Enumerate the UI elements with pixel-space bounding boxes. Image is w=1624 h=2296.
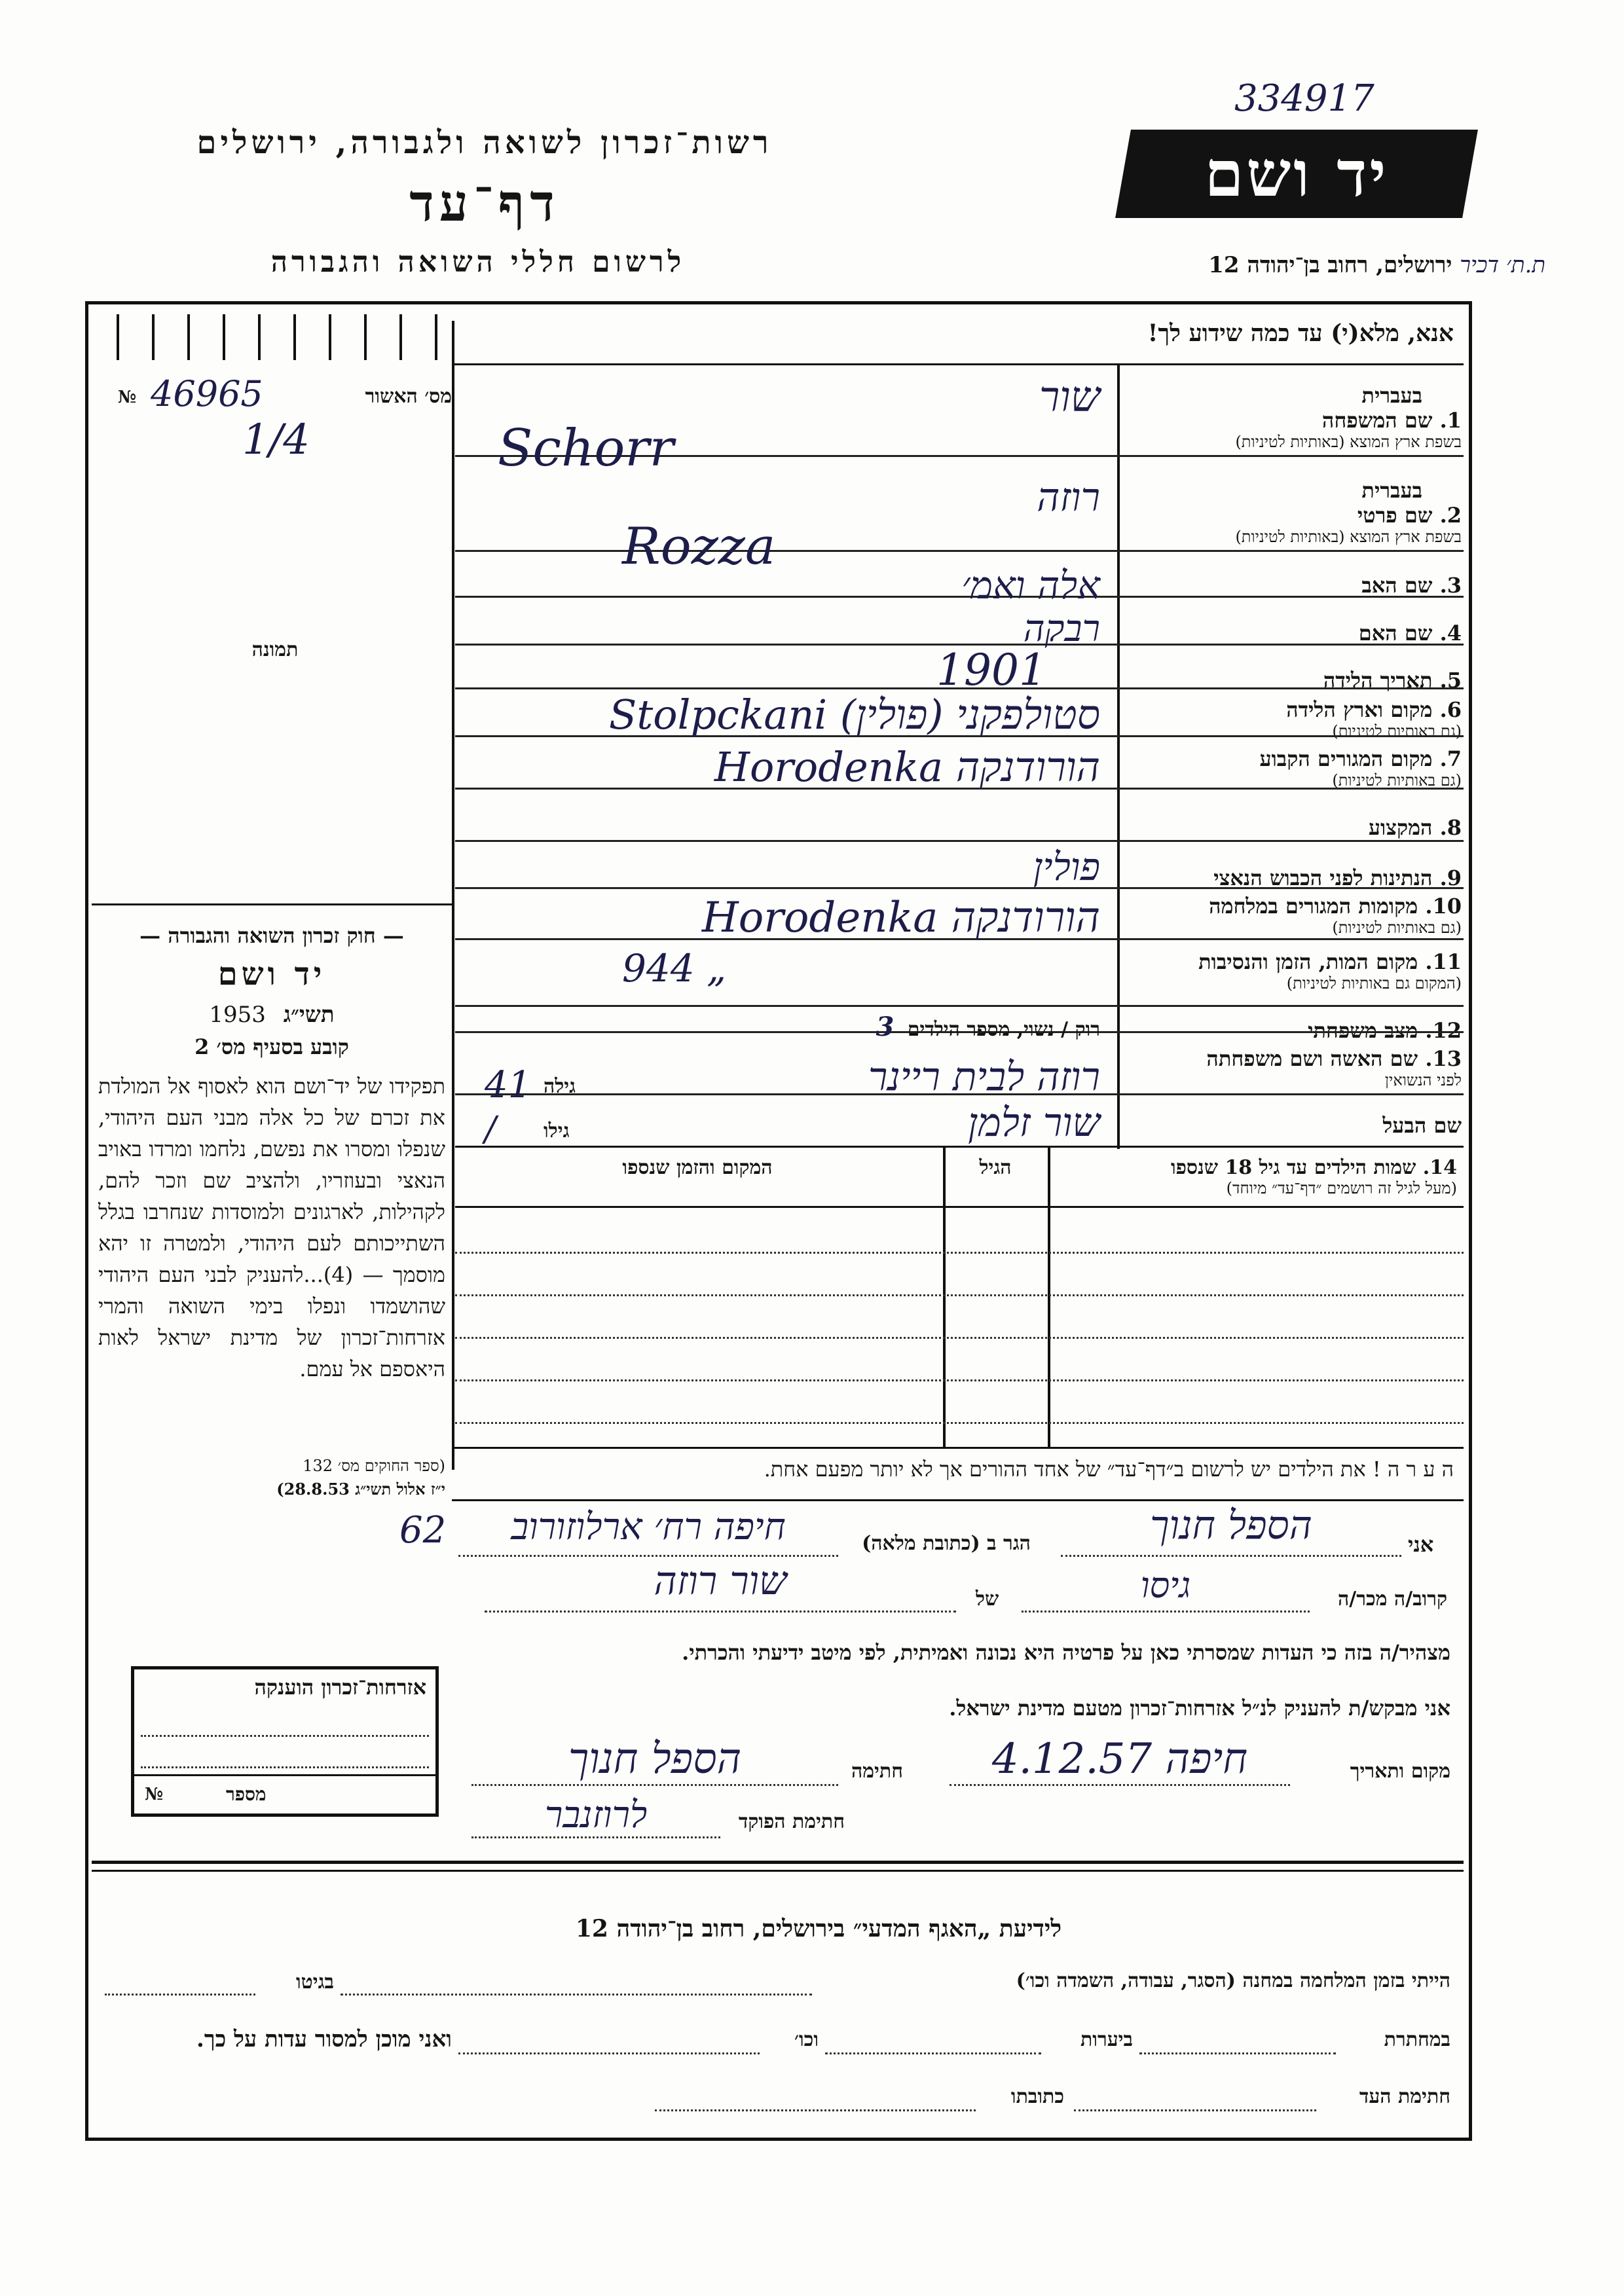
officer-line [471, 1836, 720, 1838]
declarant-name: הספל חנוך [1150, 1503, 1312, 1548]
field-7-name: מקום המגורים הקבוע [1259, 746, 1433, 771]
field-10-sub: (גם באותיות לטיניות) [1332, 919, 1462, 937]
wife-age-label: גילה [544, 1075, 576, 1098]
field-2-name: שם פרטי [1357, 503, 1433, 528]
law-clause: קובע בסעיף מס׳ 2 [194, 1034, 349, 1059]
field-2-num: 2. [1439, 503, 1462, 528]
children-title: שמות הילדים עד גיל 18 שנספו [1170, 1156, 1416, 1179]
bottom-underground-line [1139, 2052, 1336, 2054]
bottom-forests-label: ביערות [1080, 2028, 1133, 2051]
field-2-sub: בשפת ארץ המוצא (באותיות לטיניות) [1235, 528, 1462, 546]
place-date-label: מקום ותאריך [1350, 1760, 1450, 1783]
field-7-num: 7. [1439, 746, 1462, 771]
children-sub: (מעל לגיל זה רושמים ״דף־עד״ מיוחד) [1226, 1179, 1457, 1197]
signature-value: הספל חנוך [568, 1735, 742, 1783]
field-4-name: שם האם [1358, 621, 1433, 646]
form-title: דף־עד [409, 173, 560, 233]
value-mother: רבקה [1023, 608, 1100, 650]
children-col-divider-2 [943, 1147, 946, 1448]
value-nationality: פולין [1033, 845, 1100, 889]
bottom-heading: לידיעת „האגף המדעי״ בירושלים, רחוב בן־יהודה 12 [575, 1915, 1062, 1942]
header-address [1126, 252, 1545, 278]
officer-label: חתימת הפוקד [738, 1810, 845, 1833]
of-label: של [976, 1588, 999, 1611]
box-divider [134, 1774, 435, 1776]
field-3-num: 3. [1439, 573, 1462, 598]
approval-no-sign: № [118, 388, 137, 407]
field-12-num: 12. [1425, 1018, 1462, 1043]
value-firstname-latin: Rozza [622, 517, 776, 576]
husband-age-value: / [485, 1110, 496, 1149]
citizenship-box [131, 1666, 439, 1817]
field-10-num: 10. [1425, 894, 1462, 919]
photo-bottom-line [92, 903, 452, 905]
bottom-rule-1 [92, 1861, 1464, 1864]
value-surname-hebrew: שור [1039, 373, 1100, 422]
approval-ticks [117, 314, 444, 360]
law-year-row [98, 1002, 445, 1028]
bottom-willing-text: ואני מוכן למסור עדות על כך. [196, 2026, 452, 2052]
box-number-label: מספר [226, 1783, 267, 1805]
note-text: ה ע ר ה ! את הילדים יש לרשום ב״דף־עד״ של אחד ההורים אך לא יותר מפעם אחת. [764, 1457, 1454, 1482]
field-2-hebrew-tag: בעברית [1361, 478, 1422, 503]
law-ref-2: י״ז אלול תשי״ג 28.8.53) [276, 1480, 445, 1499]
law-text: תפקידו של יד־ושם הוא לאסוף אל המולדת את זכרם של כל אלה מבני העם היהודי, שנפלו ומסרו את נפשם, נלחמו ומרדו באויב הנאצי ובעוזריו, ולהציב שם וזכר להם, לקהילות, לארגונים ולמוסדות שנחרבו בגלל השתייכותם לעם היהודי, ולמטרה זו יהא מוסמך — (4)...להעניק לבני העם היהודי שהושמדו ונפלו בימי השואה והמרי אזרחות־זכרון של מדינת ישראל לאות היאספם אל עמם. [98, 1074, 446, 1381]
value-surname-latin: Schorr [498, 419, 674, 478]
marital-options [655, 1011, 1100, 1042]
marital-options-text: רוק / נשוי, מספר הילדים [907, 1018, 1100, 1041]
address-handwritten: ת.ת׳ דכיר [1460, 252, 1545, 278]
value-firstname-hebrew: רוזה [1037, 475, 1100, 520]
bottom-camp-label: הייתי בזמן המלחמה במחנה (הסגר, עבודה, השמדה וכו׳) [1016, 1969, 1450, 1992]
declaration-ani: אני [1408, 1532, 1434, 1557]
relation-line [1022, 1611, 1310, 1613]
field-10-name: מקומות המגורים במלחמה [1209, 894, 1418, 919]
field-6-num: 6. [1439, 697, 1462, 722]
husband-age-label: גילו [544, 1120, 570, 1142]
declarant-address: חיפה רח׳ ארלוזורוב [511, 1506, 786, 1548]
box-line-1 [141, 1735, 429, 1737]
yad-vashem-logo [1115, 130, 1478, 218]
field-7-sub: (גם באותיות לטיניות) [1332, 771, 1462, 790]
wife-age-value: 41 [485, 1064, 532, 1106]
field-13-num: 13. [1425, 1046, 1462, 1071]
signature-line [471, 1784, 838, 1786]
law-heading: — חוק זכרון השואה והגבורה — [139, 923, 404, 948]
value-death: 944 „ [622, 946, 727, 991]
note-top-rule [452, 1447, 1464, 1449]
declarant-name-line [1061, 1555, 1401, 1557]
children-row-5 [455, 1422, 1464, 1424]
bottom-camp-line [341, 1994, 812, 1995]
box-line-2 [141, 1766, 429, 1768]
place-date-line [950, 1784, 1290, 1786]
law-year: 1953 [209, 1002, 266, 1028]
husband-name-label: שם הבעל [1382, 1113, 1462, 1138]
bottom-forests-line [825, 2052, 1041, 2054]
wife-name-value: רוזה לבית ריינר [868, 1054, 1100, 1100]
field-13-name: שם האשה ושם משפחתה [1206, 1046, 1418, 1071]
approval-number: 46965 [151, 373, 263, 414]
field-11-sub: (המקום גם באותיות לטיניות) [1286, 974, 1462, 993]
relative-label: קרוב/ה מכר/ה [1338, 1588, 1447, 1611]
law-name: יד ושם [217, 956, 326, 993]
bottom-underground-label: במחתרת [1384, 2028, 1450, 2051]
field-1-num: 1. [1439, 408, 1462, 433]
law-ref-1: (ספר החוקים מס׳ 132 [303, 1457, 445, 1475]
form-subtitle: לרשום חללי השואה והגבורה [270, 246, 686, 279]
place-date-value: חיפה 4.12.57 [991, 1735, 1248, 1783]
bottom-address-line [655, 2109, 976, 2111]
field-9-name: הנתינות לפני הכבוש הנאצי [1213, 866, 1433, 890]
statement-2: אני מבקש/ת להעניק לנ״ל אזרחות־זכרון מטעם מדינת ישראל. [949, 1696, 1450, 1721]
logo-text: יד ושם [1204, 137, 1389, 211]
field-5-name: תאריך הלידה [1323, 668, 1433, 693]
rule-8 [455, 840, 1464, 842]
relation-value: גיסו [1140, 1565, 1191, 1606]
field-4-num: 4. [1439, 621, 1462, 646]
value-residence: הורודנקה Horodenka [714, 743, 1100, 791]
field-3-name: שם האב [1361, 573, 1433, 598]
archive-number: 334917 [1234, 77, 1375, 120]
field-6-name: מקום וארץ הלידה [1286, 697, 1433, 722]
bottom-ghetto-label: בגיטו [295, 1971, 334, 1994]
approval-label: מס׳ האשור [365, 385, 452, 408]
value-birthplace: סטולפקני (פולין) Stolpckani [608, 691, 1100, 738]
left-column-divider [452, 321, 454, 1470]
children-col-divider-1 [1048, 1147, 1050, 1448]
box-no-sign: № [145, 1785, 164, 1804]
field-8-name: המקצוע [1368, 815, 1433, 840]
bottom-address-label: כתובתו [1010, 2085, 1064, 2108]
photo-label: תמונה [251, 638, 299, 661]
marital-children-value: 3 [876, 1011, 895, 1042]
rule-2 [455, 550, 1464, 552]
children-row-4 [455, 1379, 1464, 1381]
bottom-ghetto-line [105, 1994, 255, 1995]
instructions: אנא, מלא(י) עד כמה שידוע לך! [1147, 319, 1454, 347]
of-line [485, 1611, 956, 1613]
declarant-address-line [458, 1555, 838, 1557]
law-year-hebrew: תשי״ג [283, 1002, 335, 1028]
children-header-name [1054, 1156, 1457, 1198]
children-row-2 [455, 1294, 1464, 1296]
bottom-witness-signature-label: חתימת העד [1359, 2085, 1450, 2108]
statement-1: מצהיר/ה בזה כי העדות שמסרתי כאן על פרטיה היא נכונה ואמיתית, לפי מיטב ידיעתי והכרתי. [682, 1640, 1450, 1665]
note-bottom-rule [452, 1499, 1464, 1501]
field-6-sub: (גם באותיות לטיניות) [1332, 722, 1462, 740]
children-header-place: המקום והזמן שנספו [622, 1156, 773, 1179]
value-father: אלה ואמ׳ [961, 563, 1100, 608]
bottom-rule-2 [92, 1870, 1464, 1872]
address-printed: ירושלים, רחוב בן־יהודה 12 [1208, 252, 1452, 278]
rule-11 [455, 1005, 1464, 1007]
lives-label: הגר ב (כתובת מלאה) [862, 1532, 1031, 1555]
field-12-name: מצב משפחתי [1308, 1018, 1418, 1043]
field-13-sub: לפני הנשואין [1384, 1071, 1462, 1089]
value-birthdate: 1901 [936, 645, 1046, 695]
children-header-rule [455, 1206, 1464, 1208]
children-num: 14. [1422, 1156, 1457, 1179]
field-1-name: שם המשפחה [1321, 408, 1433, 433]
children-row-3 [455, 1337, 1464, 1339]
husband-name-value: שור זלמן [967, 1100, 1100, 1146]
field-9-num: 9. [1439, 866, 1462, 890]
field-5-num: 5. [1439, 668, 1462, 693]
field-8-num: 8. [1439, 815, 1462, 840]
children-header-age: הגיל [979, 1156, 1012, 1179]
of-value: שור רוזה [654, 1558, 787, 1604]
field-11-num: 11. [1425, 949, 1462, 974]
field-1-sub: בשפת ארץ המוצא (באותיות לטיניות) [1235, 433, 1462, 451]
field-1-hebrew-tag: בעברית [1361, 383, 1422, 408]
declarant-house-no: 62 [399, 1509, 447, 1552]
children-row-1 [455, 1252, 1464, 1254]
bottom-etc-line [458, 2052, 760, 2054]
field-11-name: מקום המות, הזמן והנסיבות [1198, 949, 1418, 974]
signature-label: חתימה [851, 1760, 903, 1783]
approval-number-area [111, 373, 452, 419]
children-table [455, 1147, 1464, 1455]
officer-signature: לרוזנבר [544, 1794, 648, 1836]
bottom-etc-label: וכו׳ [794, 2028, 819, 2051]
approval-fraction: 1/4 [242, 416, 310, 464]
citizenship-box-title: אזרחות־זכרון הוענקה [254, 1675, 426, 1700]
institution-name: רשות־זכרון לשואה ולגבורה, ירושלים [196, 124, 773, 161]
bottom-witness-signature-line [1074, 2109, 1316, 2111]
value-wartime-residence: הורודנקה Horodenka [701, 894, 1100, 942]
